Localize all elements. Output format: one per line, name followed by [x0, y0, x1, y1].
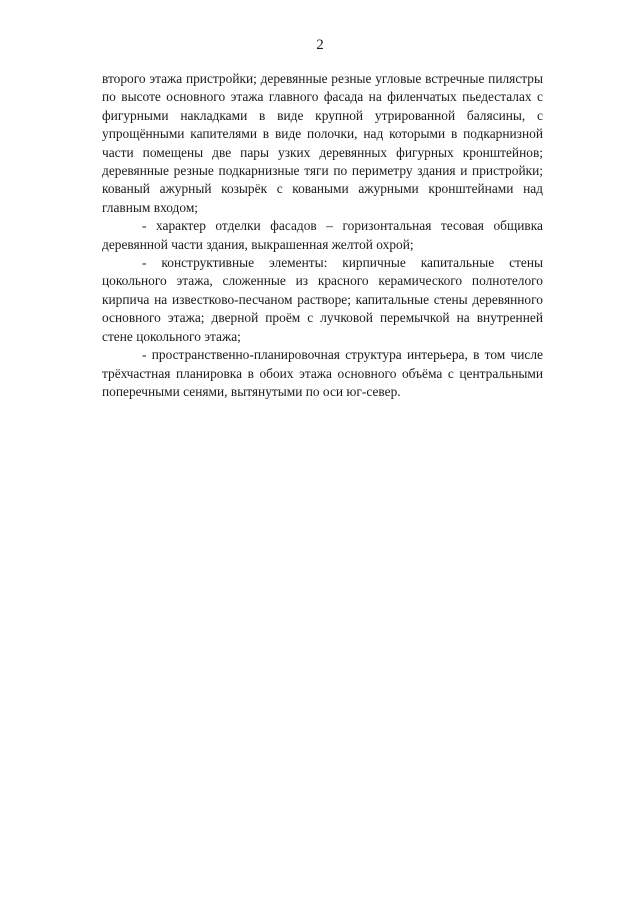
page-number: 2 — [316, 37, 324, 53]
document-body — [102, 70, 543, 401]
paragraph-facade-finish: - характер отделки фасадов – горизонтальная тесовая общивка деревянной части здания, выкрашенная желтой охрой; — [102, 218, 543, 252]
paragraph-structural-elements: - конструктивные элементы: кирпичные капитальные стены цокольного этажа, сложенные из красного керамического полнотелого кирпича на известково-песчаном растворе; капитальные стены деревянного основного этажа; дверной проём с лучковой перемычкой на внутренней стене цокольного этажа; — [102, 255, 543, 344]
paragraph-interior-layout: - пространственно-планировочная структура интерьера, в том числе трёхчастная планировка в обоих этажа основного объёма с центральными поперечными сенями, вытянутыми по оси юг-север. — [102, 347, 543, 399]
paragraph-facade-decor: второго этажа пристройки; деревянные резные угловые встречные пилястры по высоте основного этажа главного фасада на филенчатых пьедесталах с фигурными накладками в виде крупной утрированной балясины, с упрощёнными капителями в виде полочки, над которыми в подкарнизной части помещены две пары узких деревянных фигурных кронштейнов; деревянные резные подкарнизные тяги по периметру здания и пристройки; кованый ажурный козырёк с коваными ажурными кронштейнами над главным входом; — [102, 71, 543, 215]
